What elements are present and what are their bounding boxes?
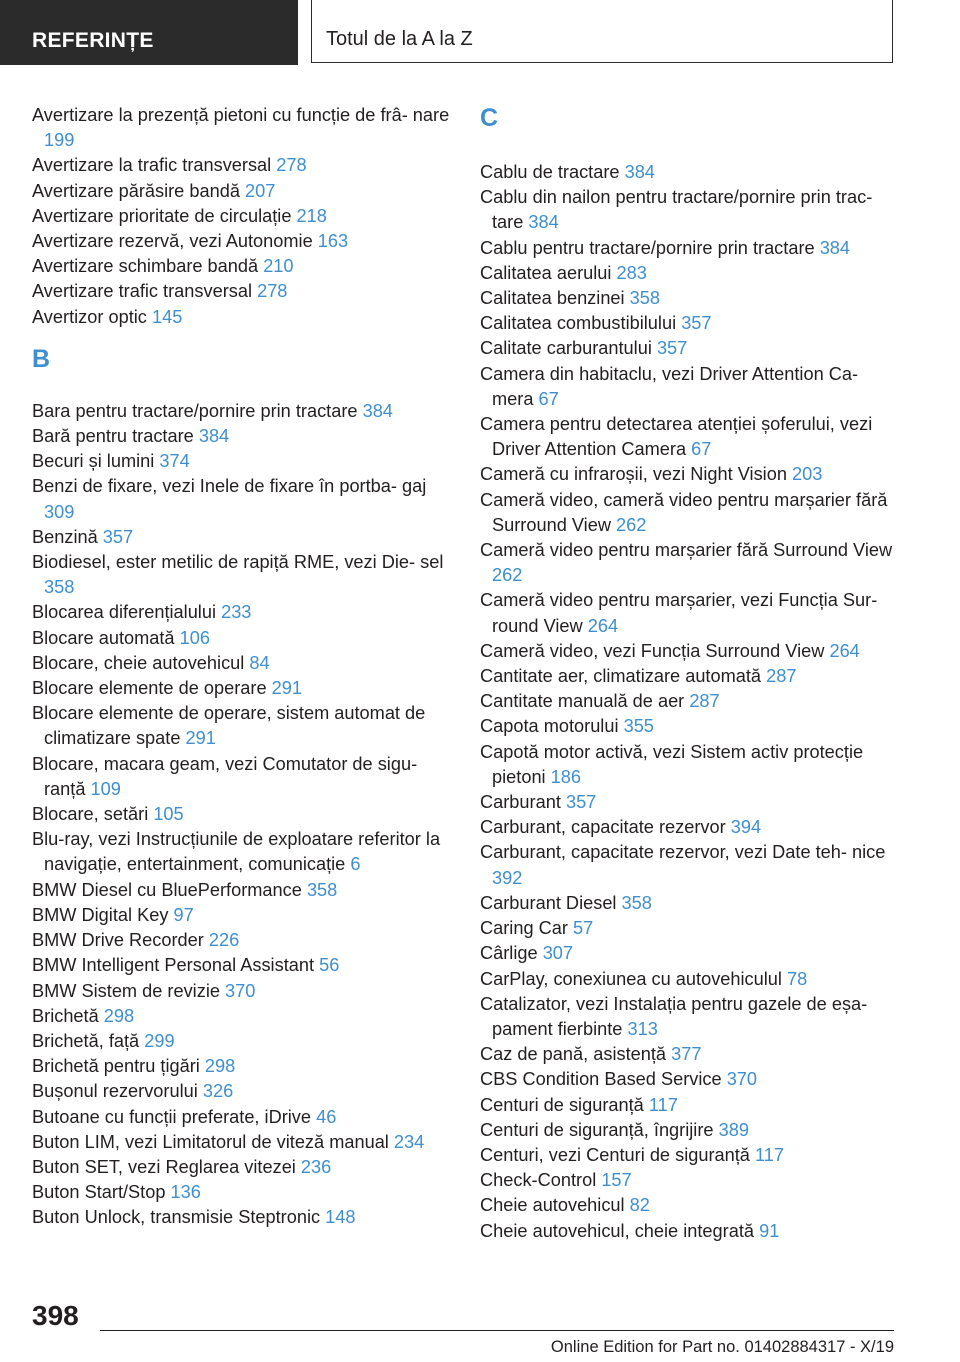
index-entry-page-link[interactable]: 57 [573,918,594,939]
header-title-box [311,0,893,63]
index-entry [32,204,452,229]
index-entry [480,790,900,815]
index-entry [32,305,452,330]
index-entry [480,236,900,261]
index-entry-term: Caring Car [480,918,568,939]
index-entry-term: Cameră video pentru marșarier, vezi Funcția Sur‐ round View [480,590,878,636]
index-entry-term: Benzină [32,526,98,547]
index-entry-page-link[interactable]: 377 [671,1044,702,1065]
index-entry [480,714,900,739]
index-entry [32,1205,452,1230]
index-entry-term: Calitatea combustibilului [480,313,677,334]
index-entry-term: Blocare elemente de operare [32,678,267,699]
index-entry [480,891,900,916]
section-tab [0,0,298,65]
index-entry-page-link[interactable]: 78 [787,968,808,989]
index-entry [480,1042,900,1067]
index-entry-term: Cârlige [480,943,538,964]
index-entry-term: Buton LIM, vezi Limitatorul de viteză manual [32,1131,389,1152]
index-entry-term: Cablu din nailon pentru tractare/pornire prin trac‐ tare [480,187,873,233]
index-entry-page-link[interactable]: 358 [306,879,338,900]
index-entry-term: Bușonul rezervorului [32,1081,198,1102]
index-entry-term: Cheie autovehicul [480,1195,625,1216]
index-entry [480,840,900,890]
index-entry-page-link[interactable]: 384 [528,212,559,233]
index-entry-page-link[interactable]: 384 [819,237,851,258]
index-entry [480,1193,900,1218]
index-entry-term: Cantitate manuală de aer [480,691,685,712]
index-entry [480,1219,900,1244]
index-column-left [32,103,452,1231]
index-entry-term: Blocare automată [32,627,175,648]
index-entry-page-link[interactable]: 326 [202,1081,234,1102]
index-entry-term: Bară pentru tractare [32,426,194,447]
index-entry-term: Cablu pentru tractare/pornire prin tractare [480,237,815,258]
index-entry-page-link[interactable]: 6 [350,854,361,875]
index-entry-term: CBS Condition Based Service [480,1069,722,1090]
index-entry [480,1093,900,1118]
index-entry [480,815,900,840]
index-entry-term: Caz de pană, asistență [480,1044,667,1065]
index-entry [480,336,900,361]
index-entry [480,1118,900,1143]
index-entry-page-link[interactable]: 384 [362,400,393,421]
index-entry [32,1130,452,1155]
index-letter-heading: C [480,104,499,132]
index-entry [32,153,452,178]
index-entry-page-link[interactable]: 236 [300,1156,332,1177]
index-entry [480,992,900,1042]
index-entry [480,488,900,538]
index-entry-term: Blocarea diferențialului [32,602,217,623]
index-entry [32,1180,452,1205]
index-entry-page-link[interactable]: 278 [257,281,288,302]
index-entry [32,802,452,827]
index-entry-term: Avertizare trafic transversal [32,281,253,302]
index-entry-page-link[interactable]: 67 [538,388,559,409]
index-entry-term: Carburant, capacitate rezervor, vezi Date teh‐ nice [480,842,886,863]
index-entry-page-link[interactable]: 210 [263,256,294,277]
index-entry-term: Avertizare rezervă, vezi Autonomie [32,231,313,252]
index-entry [480,967,900,992]
index-entry-term: Blocare, setări [32,804,149,825]
index-entry-term: Carburant Diesel [480,892,617,913]
index-entry-page-link[interactable]: 287 [766,666,797,687]
index-entry-page-link[interactable]: 136 [170,1182,201,1203]
index-entry [32,449,452,474]
index-entry-page-link[interactable]: 358 [621,892,652,913]
index-entry-page-link[interactable]: 357 [681,313,712,334]
index-entry-term: Brichetă [32,1005,99,1026]
index-entry-term: BMW Diesel cu BluePerformance [32,879,302,900]
index-entry-page-link[interactable]: 117 [754,1144,784,1165]
index-entry-page-link[interactable]: 357 [565,792,597,813]
footer-divider [100,1330,894,1331]
index-entry [480,1067,900,1092]
index-entry-page-link[interactable]: 357 [656,338,688,359]
index-entry-page-link[interactable]: 84 [249,652,270,673]
index-entry [480,916,900,941]
index-entry [32,229,452,254]
index-entry-page-link[interactable]: 262 [492,565,523,586]
index-entry-page-link[interactable]: 358 [629,288,661,309]
index-entry [32,827,452,877]
index-entry-page-link[interactable]: 287 [689,691,720,712]
index-entry-term: Blocare, cheie autovehicul [32,652,245,673]
index-entry-term: BMW Digital Key [32,904,169,925]
index-entry-term: Buton Unlock, transmisie Steptronic [32,1207,321,1228]
index-entry [32,979,452,1004]
edition-note: Online Edition for Part no. 01402884317 - X/19 [550,1338,894,1356]
index-entry [480,1168,900,1193]
index-entry [480,941,900,966]
index-entry-page-link[interactable]: 233 [221,602,252,623]
index-entry [32,1029,452,1054]
index-entry-term: Benzi de fixare, vezi Inele de fixare în portba‐ gaj [32,476,427,497]
index-entry [32,701,452,751]
index-entry [32,928,452,953]
index-entry [32,878,452,903]
index-entry [480,286,900,311]
index-entry-page-link[interactable]: 374 [159,451,190,472]
index-entry-term: Calitatea benzinei [480,288,625,309]
index-entry-page-link[interactable]: 278 [276,155,307,176]
index-entry-page-link[interactable]: 117 [648,1094,678,1115]
index-entry [480,689,900,714]
index-entry-term: Avertizor optic [32,306,147,327]
index-entry-page-link[interactable]: 298 [103,1005,135,1026]
page-number: 398 [32,1300,79,1331]
index-entry-page-link[interactable]: 309 [44,501,75,522]
index-entry-term: BMW Sistem de revizie [32,980,220,1001]
page-title: Totul de la A la Z [326,28,473,50]
index-entry [32,525,452,550]
index-entry [32,626,452,651]
index-entry [32,179,452,204]
index-entry [32,1079,452,1104]
index-entry-page-link[interactable]: 106 [179,627,210,648]
index-entry-term: Cablu de tractare [480,162,620,182]
index-entry-page-link[interactable]: 283 [616,262,647,283]
index-entry-page-link[interactable]: 264 [587,615,619,636]
index-entry-page-link[interactable]: 105 [153,804,184,825]
index-entry [480,740,900,790]
index-entry [32,600,452,625]
index-entry [32,752,452,802]
index-entry-page-link[interactable]: 109 [90,778,121,799]
index-entry-page-link[interactable]: 218 [296,205,327,226]
index-entry-page-link[interactable]: 203 [792,464,823,485]
index-entry-term: Carburant, capacitate rezervor [480,817,726,838]
index-entry [32,1004,452,1029]
index-entry-term: Blocare elemente de operare, sistem automat de climatizare spate [32,703,426,749]
section-title: REFERINȚE [32,29,154,52]
index-entry [32,903,452,928]
index-entry-term: Avertizare la trafic transversal [32,155,272,176]
index-entry [32,550,452,600]
index-entry-term: Biodiesel, ester metilic de rapiță RME, vezi Die‐ sel [32,552,444,573]
index-entry-page-link[interactable]: 299 [144,1030,175,1051]
index-entry [480,185,900,235]
index-entry-term: Cantitate aer, climatizare automată [480,666,762,687]
index-entry-term: Camera pentru detectarea atenției șoferului, vezi Driver Attention Camera [480,414,873,460]
index-entry-page-link[interactable]: 148 [325,1207,356,1228]
index-entry-term: Buton SET, vezi Reglarea vitezei [32,1156,296,1177]
index-entry-term: Avertizare prioritate de circulație [32,205,292,226]
index-entry [32,953,452,978]
index-entry-term: Centuri de siguranță [480,1094,644,1115]
index-entry-term: BMW Drive Recorder [32,930,204,951]
index-entry-page-link[interactable]: 262 [616,514,647,535]
index-entry [480,160,900,185]
index-entry-page-link[interactable]: 389 [718,1119,749,1140]
index-entry-term: Centuri, vezi Centuri de siguranță [480,1144,750,1165]
index-entry-page-link[interactable]: 291 [271,678,302,699]
index-entry-page-link[interactable]: 313 [627,1018,658,1039]
index-entry [32,651,452,676]
index-entry-page-link[interactable]: 298 [204,1056,236,1077]
index-entry-term: Catalizator, vezi Instalația pentru gazele de eșa‐ pament fierbinte [480,993,868,1039]
index-letter-heading: B [32,344,51,373]
index-entry-page-link[interactable]: 291 [185,728,216,749]
index-entry-term: Cameră video, cameră video pentru marșarier fără Surround View [480,489,888,535]
index-entry [480,538,900,588]
index-entry-page-link[interactable]: 199 [44,130,75,151]
index-entry-term: CarPlay, conexiunea cu autovehiculul [480,968,782,989]
index-entry-page-link[interactable]: 384 [198,426,230,447]
index-entry [32,676,452,701]
index-entry [480,639,900,664]
index-entry [32,1054,452,1079]
index-entry [480,362,900,412]
index-entry-page-link[interactable]: 370 [225,980,256,1001]
index-entry [32,474,452,524]
index-entry-page-link[interactable]: 67 [691,439,712,460]
index-entry-term: Avertizare părăsire bandă [32,180,240,201]
index-entry-page-link[interactable]: 186 [550,766,582,787]
index-entry-term: Cameră video, vezi Funcția Surround View [480,640,825,661]
index-entry-term: Centuri de siguranță, îngrijire [480,1119,714,1140]
index-column-right [480,103,900,1244]
index-entry-page-link[interactable]: 226 [208,930,240,951]
index-entry-page-link[interactable]: 357 [102,526,134,547]
index-entry-page-link[interactable]: 207 [245,180,276,201]
index-entry [32,1155,452,1180]
index-entry [480,1143,900,1168]
index-entry-page-link[interactable]: 56 [319,955,340,976]
index-entry-page-link[interactable]: 264 [829,640,860,661]
index-entry [480,462,900,487]
index-entry-term: Avertizare schimbare bandă [32,256,259,277]
index-entry-page-link[interactable]: 157 [601,1170,632,1191]
index-entry [480,412,900,462]
index-entry-page-link[interactable]: 355 [623,716,654,737]
index-entry [32,254,452,279]
index-entry-term: Brichetă pentru țigări [32,1056,200,1077]
index-entry-term: Cameră video pentru marșarier fără Surround View [480,540,893,561]
index-entry-page-link[interactable]: 384 [624,162,655,182]
index-entry-term: Buton Start/Stop [32,1182,166,1203]
index-entry-page-link[interactable]: 392 [492,867,523,888]
index-entry-term: Becuri și lumini [32,451,155,472]
index-entry-page-link[interactable]: 234 [393,1131,425,1152]
index-entry-term: Brichetă, față [32,1030,140,1051]
index-entry-term: Capotă motor activă, vezi Sistem activ protecție pietoni [480,741,864,787]
index-entry-page-link[interactable]: 307 [542,943,574,964]
index-entry-term: Calitatea aerului [480,262,612,283]
index-entry [32,1105,452,1130]
index-entry-page-link[interactable]: 394 [730,817,762,838]
index-entry-page-link[interactable]: 358 [44,577,75,598]
index-entry [480,664,900,689]
index-entry-term: BMW Intelligent Personal Assistant [32,955,315,976]
index-entry-term: Cameră cu infraroșii, vezi Night Vision [480,464,787,485]
index-entry [32,279,452,304]
index-entry-page-link[interactable]: 82 [629,1195,650,1216]
index-entry-term: Camera din habitaclu, vezi Driver Attention Ca‐ mera [480,363,859,409]
index-entry-page-link[interactable]: 46 [316,1106,337,1127]
index-entry-term: Butoane cu funcții preferate, iDrive [32,1106,312,1127]
index-entry-page-link[interactable]: 163 [317,231,349,252]
index-entry [480,311,900,336]
index-entry [480,261,900,286]
index-entry-page-link[interactable]: 370 [726,1069,758,1090]
index-entry [480,588,900,638]
index-entry [32,103,452,153]
index-entry-term: Carburant [480,792,561,813]
index-entry-term: Bara pentru tractare/pornire prin tractare [32,400,358,421]
index-entry-page-link[interactable]: 91 [759,1220,780,1241]
index-entry-page-link[interactable]: 97 [173,904,194,925]
index-entry [32,424,452,449]
index-entry-page-link[interactable]: 145 [151,306,183,327]
index-entry-term: Blocare, macara geam, vezi Comutator de sigu‐ ranță [32,753,418,799]
index-entry-term: Cheie autovehicul, cheie integrată [480,1220,755,1241]
index-entry [32,399,452,424]
index-entry-term: Calitate carburantului [480,338,652,359]
index-entry-term: Check-Control [480,1170,597,1191]
index-entry-term: Capota motorului [480,716,619,737]
index-entry-term: Avertizare la prezență pietoni cu funcție de frâ‐ nare [32,105,450,125]
index-entry-term: Blu-ray, vezi Instrucțiunile de exploatare referitor la navigație, entertainment, comunicație [32,829,441,875]
